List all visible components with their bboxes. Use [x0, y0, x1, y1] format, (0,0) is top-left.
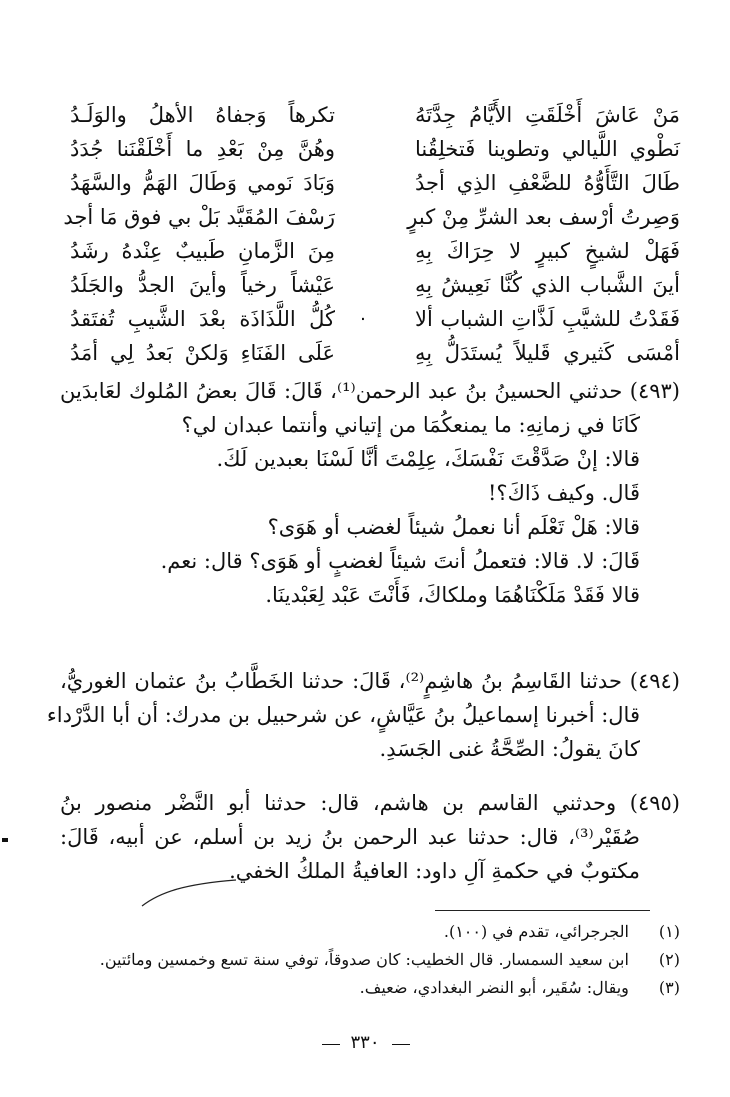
verse-first-hemistich: أينَ الشَّباب الذي كُنَّا نَعِيشُ بِهِ: [415, 273, 680, 297]
verse-first-hemistich: مَنْ عَاشَ أَخْلَقَتِ الأَيَّامُ جِدَّتَهُ: [415, 103, 680, 127]
narration-493: [60, 374, 680, 612]
verse-second-hemistich: عَيْشاً رخياً وأينَ الجدُّ والجَلَدُ: [70, 273, 335, 297]
verse-first-hemistich: طَالَ التَّأَوُّهُ للضَّعْفِ الذِي أجدُ: [415, 171, 680, 195]
footnote-number: (١): [658, 922, 680, 941]
verse-second-hemistich: تكرهاً وَجفاهُ الأهلُ والوَلَـدُ: [70, 103, 335, 127]
verse-first-hemistich: فَهَلْ لشيخٍ كبيرٍ لا حِرَاكَ بِهِ: [415, 239, 680, 263]
poem-verse: [70, 302, 680, 336]
poem-block: [63, 98, 680, 370]
poem-verse: [70, 234, 680, 268]
footnote-separator: [435, 910, 650, 911]
footnote: [60, 918, 680, 946]
text-line: كَانَا في زمانِهِ: ما يمنعكُمَا من إتياني وأنتما عبدان لي؟: [181, 413, 640, 437]
verse-first-hemistich: وَصِرتُ أرْسف بعد الشرِّ مِنْ كبرٍ: [407, 205, 680, 229]
page-number-dash: [322, 1044, 340, 1045]
footnote-number: (٣): [658, 978, 680, 997]
verse-second-hemistich: مِنَ الزَّمانِ طَبيبٌ عِنْدهُ رشَدُ: [70, 239, 335, 263]
verse-second-hemistich: وَبَادَ نَومي وَطَالَ الهَمُّ والسَّهَدُ: [70, 171, 335, 195]
footnotes: [60, 918, 680, 1002]
text-line: قالا: هَلْ تَعْلَم أنا نعملُ شيئاً لغضب أو هَوَى؟: [267, 515, 640, 539]
verse-second-hemistich: عَلَى الفَنَاءِ وَلكنْ بَعدُ لِي أمَدُ: [70, 341, 335, 365]
edge-mark: [2, 838, 8, 842]
poem-verse: [70, 132, 680, 166]
footnote-number: (٢): [658, 950, 680, 969]
poem-verse: [70, 336, 680, 370]
footnote: [60, 974, 680, 1002]
footnote-text: ويقال: سُقَير، أبو النضر البغدادي، ضعيف.: [359, 978, 629, 997]
page-number: ٣٣٠: [350, 1032, 380, 1053]
page-number-footer: [0, 1028, 730, 1058]
text-line: كانَ يقولُ: الصِّحَّةُ غنى الجَسَدِ.: [379, 737, 640, 761]
poem-verse: [70, 166, 680, 200]
verse-first-hemistich: أمْسَى كَثيري قَليلاً يُستَدَلُّ بِهِ: [415, 341, 680, 365]
footnote: [60, 946, 680, 974]
text-line: (٤٩٤) حدثنا القَاسِمُ بنُ هاشِمٍ⁽²⁾، قَالَ: حدثنا الخَطَّابُ بنُ عثمان الغوريُّ،: [60, 669, 680, 693]
poem-verse: [70, 268, 680, 302]
narration-495: [60, 786, 680, 888]
poem-verse: [63, 200, 680, 234]
verse-second-hemistich: كُلُّ اللَّذَاذَة بعْدَ الشَّيبِ تُفتَقدُ: [70, 307, 335, 331]
footnote-text: ابن سعيد السمسار. قال الخطيب: كان صدوقاً، توفي سنة تسع وخمسين ومائتين.: [99, 950, 629, 969]
text-line: قَال. وكيف ذَاكَ؟!: [487, 481, 640, 505]
page-number-dash: [392, 1044, 410, 1045]
footnote-text: الجرجرائي، تقدم في (١٠٠).: [443, 922, 629, 941]
narration-494: [46, 664, 680, 766]
verse-second-hemistich: وهُنَّ مِنْ بَعْدِ ما أَخْلَقْنَنا جُدَدُ: [70, 137, 335, 161]
text-line: قَالَ: لا. قالا: فتعملُ أنتَ شيئاً لغضبٍ أو هَوَى؟ قال: نعم.: [160, 549, 640, 573]
text-line: قال: أخبرنا إسماعيلُ بنُ عَيَّاشٍ، عن شرحبيل بن مدرك: أن أبا الدَّرْداء: [46, 703, 640, 727]
text-line: قالا فَقَدْ مَلَكْنَاهُمَا وملكاكَ، فَأَنْتَ عَبْد لِعَبْدينَا.: [265, 583, 640, 607]
text-line: (٤٩٣) حدثني الحسينُ بنُ عبد الرحمن⁽¹⁾، قَالَ: قَالَ بعضُ المُلوك لعَابدَين: [60, 379, 680, 403]
text-line: صُقَيْر⁽³⁾، قال: حدثنا عبد الرحمن بنُ زيد بن أسلم، عن أبيه، قَالَ:: [60, 825, 640, 849]
pen-stroke-mark: [140, 874, 240, 910]
verse-second-hemistich: رَسْفَ المُقَيَّد بَلْ بي فوق مَا أجد: [63, 205, 335, 229]
text-line: قالا: إنْ صَدَّقْتَ نَفْسَكَ، عِلِمْتَ أنَّا لَسْنَا بعبدين لَكَ.: [216, 447, 640, 471]
text-line: مكتوبٌ في حكمةِ آلِ داود: العافيةُ الملكُ الخفي.: [229, 859, 640, 883]
text-line: (٤٩٥) وحدثني القاسم بن هاشم، قال: حدثنا أبو النَّضْر منصور بنُ: [60, 791, 680, 815]
verse-first-hemistich: نَطْوي اللَّيالي وتطوينا فَتخلِقُنا: [415, 137, 680, 161]
verse-mark: ٠: [358, 308, 368, 329]
verse-first-hemistich: فَقَدْتُ للشيَّبِ لَذَّاتِ الشباب ألا: [415, 307, 680, 331]
poem-verse: [70, 98, 680, 132]
